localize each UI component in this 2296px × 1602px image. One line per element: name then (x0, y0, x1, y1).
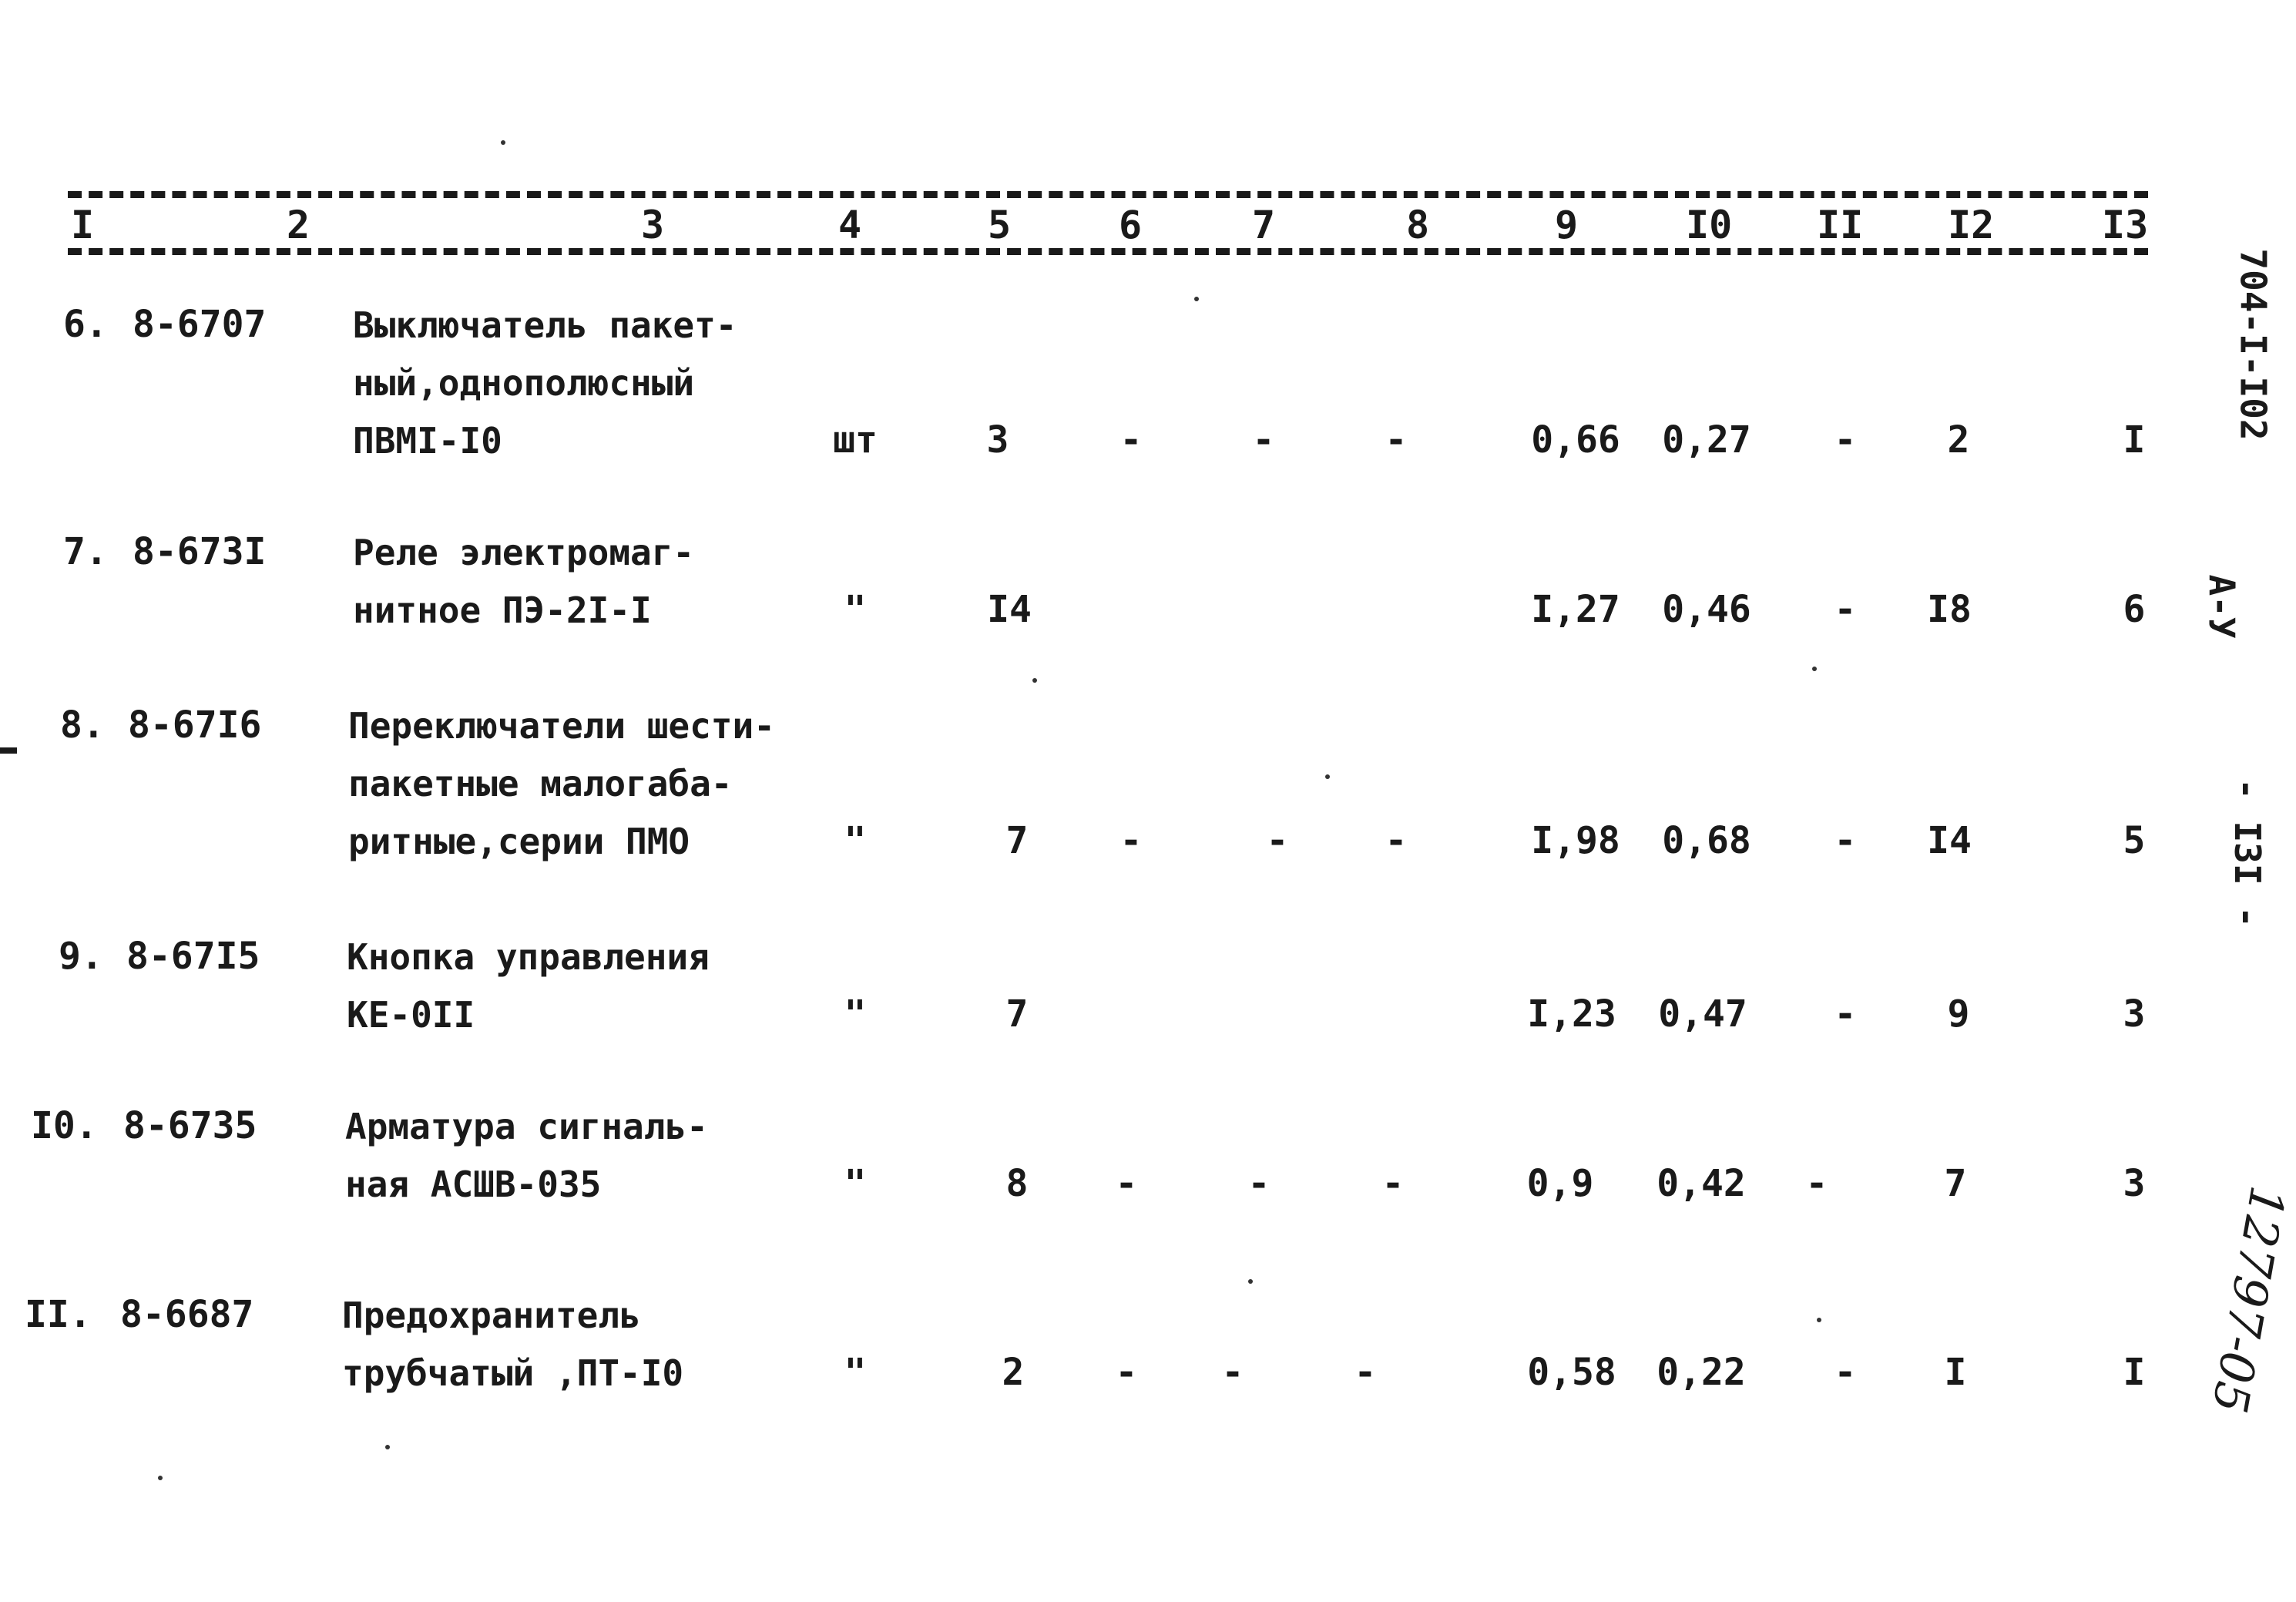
cell-unit: " (844, 1162, 867, 1205)
cell-unit: " (844, 588, 867, 631)
cell-col6: - (1119, 418, 1143, 462)
cell-col10: 0,22 (1657, 1351, 1746, 1394)
row-name-line: ный,однополюсный (353, 362, 695, 404)
scan-speck (501, 140, 505, 145)
scan-mark (0, 747, 17, 754)
col-header-3: 3 (641, 203, 665, 247)
row-name-line: Арматура сигналь- (345, 1106, 708, 1147)
row-code: 8-6687 (120, 1293, 254, 1336)
cell-col12: I8 (1927, 588, 1972, 631)
cell-col13: I (2123, 1351, 2146, 1394)
cell-quantity: 7 (1005, 992, 1029, 1036)
scan-speck (1032, 678, 1037, 683)
cell-col11: - (1834, 588, 1857, 631)
col-header-1: I (71, 203, 95, 247)
cell-col6: - (1115, 1351, 1138, 1394)
scan-speck (1812, 667, 1817, 671)
cell-col7: - (1266, 819, 1289, 862)
cell-col7: - (1252, 418, 1275, 462)
row-number: I0. (31, 1104, 98, 1147)
cell-col13: 3 (2123, 992, 2146, 1036)
row-code: 8-673I (133, 530, 267, 573)
cell-col9: I,98 (1531, 819, 1620, 862)
scan-speck (158, 1476, 163, 1480)
cell-col12: 7 (1944, 1162, 1967, 1205)
row-name-line: ритные,серии ПМО (348, 821, 690, 862)
row-number: 8. (60, 704, 105, 747)
cell-col9: 0,58 (1527, 1351, 1616, 1394)
scan-speck (1248, 1279, 1253, 1284)
cell-quantity: 2 (1002, 1351, 1025, 1394)
cell-col13: I (2123, 418, 2146, 462)
row-code: 8-67I6 (128, 704, 262, 747)
row-name-line: пакетные малогаба- (348, 763, 733, 804)
cell-unit: шт (833, 418, 878, 462)
cell-col11: - (1834, 1351, 1857, 1394)
row-name-line: Предохранитель (342, 1295, 641, 1336)
cell-col7: - (1221, 1351, 1244, 1394)
row-name-line: Кнопка управления (347, 936, 710, 978)
handwritten-number: 12797-05 (2200, 1181, 2296, 1418)
col-header-5: 5 (988, 203, 1012, 247)
cell-col11: - (1834, 418, 1857, 462)
cell-col6: - (1115, 1162, 1138, 1205)
cell-unit: " (844, 1351, 867, 1394)
col-header-8: 8 (1406, 203, 1430, 247)
page-number-stamp: - I3I - (2226, 778, 2268, 928)
col-header-9: 9 (1555, 203, 1579, 247)
col-header-13: I3 (2102, 203, 2149, 247)
scan-speck (1817, 1318, 1821, 1322)
row-code: 8-67I5 (126, 935, 260, 978)
cell-col13: 5 (2123, 819, 2146, 862)
cell-col13: 6 (2123, 588, 2146, 631)
cell-col10: 0,46 (1662, 588, 1751, 631)
cell-quantity: I4 (987, 588, 1032, 631)
cell-quantity: 7 (1005, 819, 1029, 862)
cell-col11: - (1834, 992, 1857, 1036)
cell-col10: 0,68 (1662, 819, 1751, 862)
cell-col12: I (1944, 1351, 1967, 1394)
row-number: II. (25, 1293, 92, 1336)
row-number: 9. (59, 935, 103, 978)
row-code: 8-6735 (123, 1104, 257, 1147)
row-code: 8-6707 (133, 303, 267, 346)
cell-col10: 0,42 (1657, 1162, 1746, 1205)
col-header-10: I0 (1686, 203, 1733, 247)
row-name-line: Переключатели шести- (348, 705, 775, 747)
cell-col13: 3 (2123, 1162, 2146, 1205)
row-name-line: КЕ-0II (347, 994, 475, 1036)
row-number: 7. (63, 530, 108, 573)
cell-col8: - (1381, 1162, 1405, 1205)
col-header-2: 2 (287, 203, 310, 247)
row-name-line: нитное ПЭ-2I-I (353, 589, 652, 631)
cell-col6: - (1119, 819, 1143, 862)
col-header-11: II (1817, 203, 1864, 247)
cell-col10: 0,47 (1658, 992, 1747, 1036)
header-top-rule (68, 191, 2148, 198)
row-number: 6. (63, 303, 108, 346)
row-name-line: трубчатый ,ПТ-I0 (342, 1352, 684, 1394)
cell-quantity: 8 (1005, 1162, 1029, 1205)
album-stamp: А-У (2200, 574, 2243, 639)
cell-col8: - (1385, 819, 1408, 862)
row-name-line: Выключатель пакет- (353, 304, 737, 346)
cell-col9: 0,66 (1531, 418, 1620, 462)
cell-col12: I4 (1927, 819, 1972, 862)
col-header-12: I2 (1948, 203, 1995, 247)
cell-col8: - (1354, 1351, 1377, 1394)
cell-col12: 9 (1947, 992, 1970, 1036)
cell-col10: 0,27 (1662, 418, 1751, 462)
cell-col9: I,23 (1527, 992, 1616, 1036)
col-header-4: 4 (838, 203, 862, 247)
col-header-6: 6 (1119, 203, 1143, 247)
col-header-7: 7 (1252, 203, 1276, 247)
scan-speck (1194, 297, 1199, 301)
scan-speck (385, 1445, 390, 1449)
cell-quantity: 3 (986, 418, 1009, 462)
cell-col8: - (1385, 418, 1408, 462)
cell-col7: - (1247, 1162, 1271, 1205)
cell-col12: 2 (1947, 418, 1970, 462)
row-name-line: ПВМI-I0 (353, 420, 502, 462)
doc-number-stamp: 704-I-I02 (2232, 248, 2274, 441)
header-bottom-rule (68, 248, 2148, 255)
row-name-line: Реле электромаг- (353, 532, 695, 573)
cell-col9: I,27 (1531, 588, 1620, 631)
row-name-line: ная АСШВ-035 (345, 1164, 602, 1205)
cell-unit: " (844, 992, 867, 1036)
cell-col11: - (1834, 819, 1857, 862)
scan-speck (1325, 774, 1330, 779)
cell-unit: " (844, 819, 867, 862)
cell-col9: 0,9 (1526, 1162, 1594, 1205)
cell-col11: - (1805, 1162, 1828, 1205)
